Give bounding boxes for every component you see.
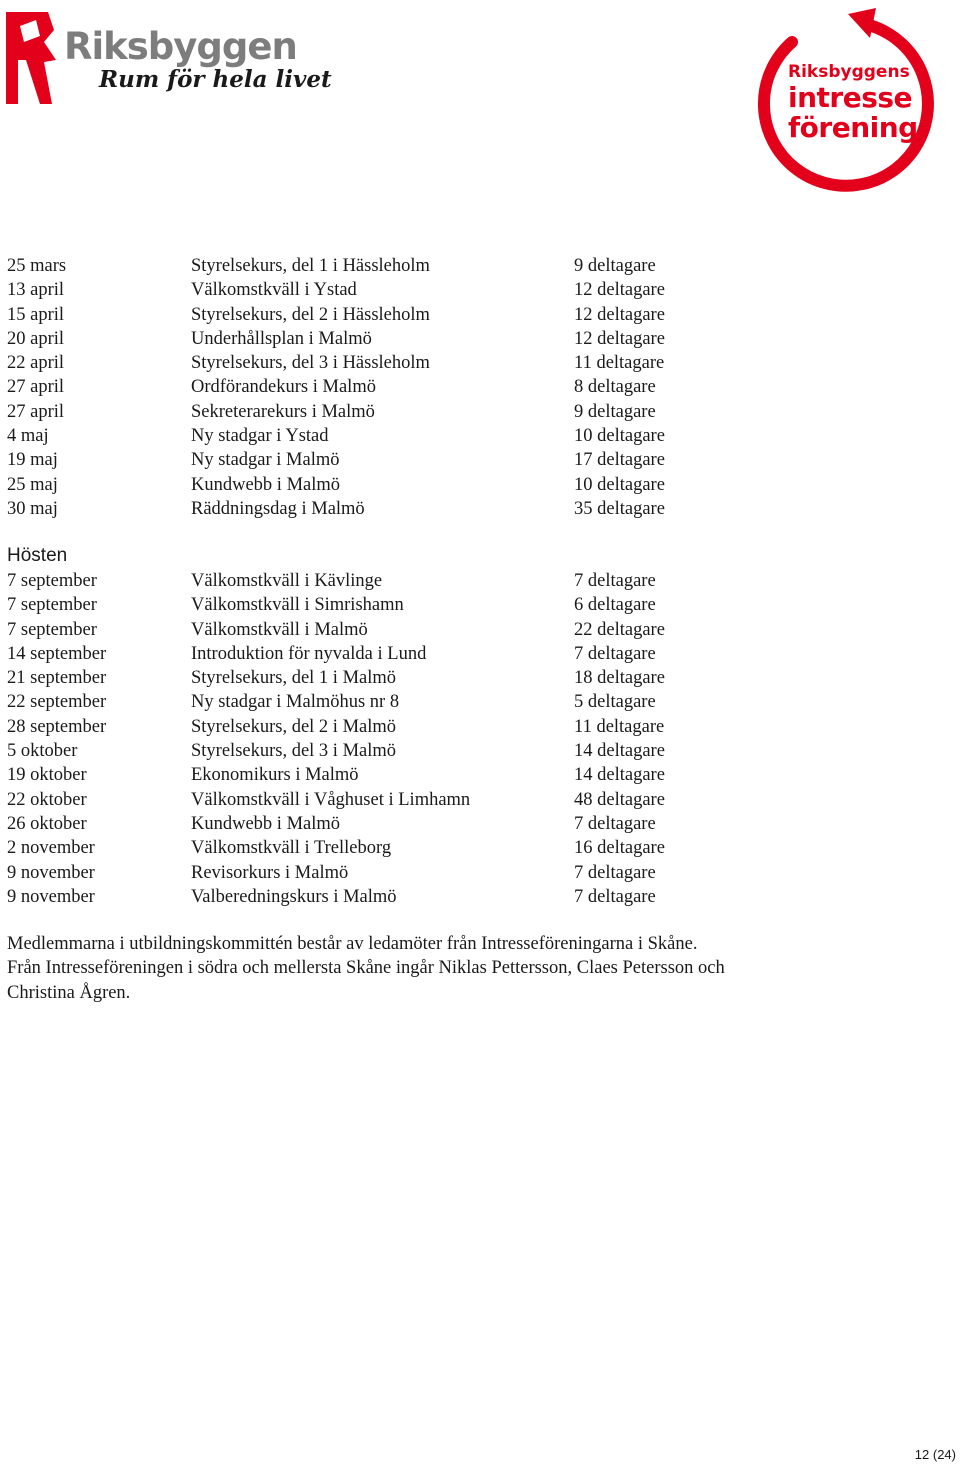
course-name: Välkomstkväll i Ystad bbox=[191, 280, 357, 301]
course-date: 27 april bbox=[7, 401, 65, 422]
autumn-course-list bbox=[7, 569, 907, 909]
participant-count: 10 deltagare bbox=[574, 426, 665, 447]
course-row bbox=[7, 836, 907, 860]
course-name: Kundwebb i Malmö bbox=[191, 474, 341, 495]
course-row bbox=[7, 861, 907, 885]
participant-count: 8 deltagare bbox=[574, 377, 656, 398]
logo-line-1: Riksbyggens bbox=[788, 62, 910, 82]
participant-count: 12 deltagare bbox=[574, 328, 665, 349]
participant-count: 5 deltagare bbox=[574, 692, 656, 713]
course-date: 9 november bbox=[7, 862, 95, 883]
participant-count: 7 deltagare bbox=[574, 862, 656, 883]
course-date: 25 maj bbox=[7, 474, 58, 495]
course-date: 22 september bbox=[7, 692, 107, 713]
participant-count: 14 deltagare bbox=[574, 765, 665, 786]
course-row bbox=[7, 618, 907, 642]
autumn-heading: Hösten bbox=[7, 545, 68, 566]
page-number: 12 (24) bbox=[914, 1447, 956, 1462]
course-date: 19 oktober bbox=[7, 765, 87, 786]
course-row bbox=[7, 497, 907, 521]
course-name: Introduktion för nyvalda i Lund bbox=[191, 643, 427, 664]
course-name: Revisorkurs i Malmö bbox=[191, 862, 349, 883]
course-date: 22 april bbox=[7, 353, 65, 374]
participant-count: 9 deltagare bbox=[574, 256, 656, 276]
participant-count: 6 deltagare bbox=[574, 595, 656, 616]
course-row bbox=[7, 690, 907, 714]
brand-name: Riksbyggen bbox=[64, 25, 297, 68]
course-date: 13 april bbox=[7, 280, 65, 301]
course-name: Välkomstkväll i Kävlinge bbox=[191, 571, 383, 591]
course-row bbox=[7, 642, 907, 666]
course-row bbox=[7, 569, 907, 593]
course-row bbox=[7, 278, 907, 302]
course-name: Sekreterarekurs i Malmö bbox=[191, 401, 375, 422]
participant-count: 7 deltagare bbox=[574, 571, 656, 591]
course-row bbox=[7, 400, 907, 424]
participant-count: 12 deltagare bbox=[574, 304, 665, 325]
course-date: 21 september bbox=[7, 668, 107, 689]
course-row bbox=[7, 424, 907, 448]
logo-line-2: intresse bbox=[788, 81, 913, 114]
course-name: Räddningsdag i Malmö bbox=[191, 498, 365, 519]
course-name: Styrelsekurs, del 1 i Malmö bbox=[191, 668, 397, 689]
course-name: Välkomstkväll i Trelleborg bbox=[191, 838, 392, 859]
course-name: Ny stadgar i Ystad bbox=[191, 426, 329, 447]
course-row bbox=[7, 812, 907, 836]
course-date: 5 oktober bbox=[7, 741, 78, 762]
participant-count: 16 deltagare bbox=[574, 838, 665, 859]
course-date: 19 maj bbox=[7, 450, 58, 471]
course-row bbox=[7, 739, 907, 763]
course-date: 2 november bbox=[7, 838, 95, 859]
course-date: 20 april bbox=[7, 328, 65, 349]
participant-count: 9 deltagare bbox=[574, 401, 656, 422]
course-date: 26 oktober bbox=[7, 813, 87, 834]
course-date: 22 oktober bbox=[7, 789, 87, 810]
course-row bbox=[7, 473, 907, 497]
spring-course-list bbox=[7, 254, 907, 521]
course-date: 15 april bbox=[7, 304, 65, 325]
course-row bbox=[7, 351, 907, 375]
participant-count: 11 deltagare bbox=[574, 716, 665, 737]
course-name: Valberedningskurs i Malmö bbox=[191, 886, 397, 907]
participant-count: 18 deltagare bbox=[574, 668, 665, 689]
committee-paragraph: Medlemmarna i utbildningskommittén består av ledamöter från Intresseföreningarna i Skåne. Från Intresseföreningen i södra och mellersta Skåne ingår Niklas Pettersson, Claes Petersson och Christina Ågren. bbox=[7, 934, 725, 1003]
course-date: 7 september bbox=[7, 619, 97, 640]
course-date: 4 maj bbox=[7, 426, 49, 447]
participant-count: 7 deltagare bbox=[574, 886, 656, 907]
riksbyggen-logo bbox=[4, 8, 332, 108]
participant-count: 17 deltagare bbox=[574, 450, 665, 471]
course-name: Styrelsekurs, del 2 i Hässleholm bbox=[191, 304, 430, 325]
course-row bbox=[7, 715, 907, 739]
participant-count: 11 deltagare bbox=[574, 353, 665, 374]
participant-count: 14 deltagare bbox=[574, 741, 665, 762]
course-row bbox=[7, 593, 907, 617]
logo-line-3: förening bbox=[788, 111, 918, 144]
course-row bbox=[7, 788, 907, 812]
course-name: Välkomstkväll i Simrishamn bbox=[191, 595, 404, 616]
participant-count: 48 deltagare bbox=[574, 789, 665, 810]
course-name: Styrelsekurs, del 1 i Hässleholm bbox=[191, 256, 430, 276]
course-name: Ny stadgar i Malmöhus nr 8 bbox=[191, 692, 400, 713]
course-name: Styrelsekurs, del 2 i Malmö bbox=[191, 716, 397, 737]
participant-count: 35 deltagare bbox=[574, 498, 665, 519]
course-date: 7 september bbox=[7, 571, 97, 591]
course-row bbox=[7, 666, 907, 690]
course-date: 25 mars bbox=[7, 256, 67, 276]
course-name: Välkomstkväll i Våghuset i Limhamn bbox=[191, 789, 471, 810]
course-name: Ordförandekurs i Malmö bbox=[191, 377, 376, 398]
course-date: 9 november bbox=[7, 886, 95, 907]
course-row bbox=[7, 303, 907, 327]
participant-count: 10 deltagare bbox=[574, 474, 665, 495]
course-name: Styrelsekurs, del 3 i Malmö bbox=[191, 741, 397, 762]
participant-count: 7 deltagare bbox=[574, 813, 656, 834]
riksbyggen-flag-icon bbox=[4, 8, 64, 108]
course-row bbox=[7, 763, 907, 787]
course-name: Välkomstkväll i Malmö bbox=[191, 619, 368, 640]
participant-count: 22 deltagare bbox=[574, 619, 665, 640]
course-date: 7 september bbox=[7, 595, 97, 616]
course-name: Styrelsekurs, del 3 i Hässleholm bbox=[191, 353, 430, 374]
course-row bbox=[7, 327, 907, 351]
course-row bbox=[7, 448, 907, 472]
course-name: Underhållsplan i Malmö bbox=[191, 328, 372, 349]
course-row bbox=[7, 375, 907, 399]
participant-count: 7 deltagare bbox=[574, 643, 656, 664]
participant-count: 12 deltagare bbox=[574, 280, 665, 301]
course-row bbox=[7, 885, 907, 909]
course-name: Kundwebb i Malmö bbox=[191, 813, 341, 834]
course-date: 27 april bbox=[7, 377, 65, 398]
course-name: Ekonomikurs i Malmö bbox=[191, 765, 359, 786]
page-header bbox=[0, 0, 960, 200]
course-row bbox=[7, 254, 907, 278]
course-name: Ny stadgar i Malmö bbox=[191, 450, 340, 471]
riksbyggens-intresseforening-logo bbox=[752, 4, 942, 194]
brand-tagline: Rum för hela livet bbox=[99, 66, 332, 93]
course-date: 30 maj bbox=[7, 498, 58, 519]
course-date: 14 september bbox=[7, 643, 107, 664]
course-date: 28 september bbox=[7, 716, 107, 737]
